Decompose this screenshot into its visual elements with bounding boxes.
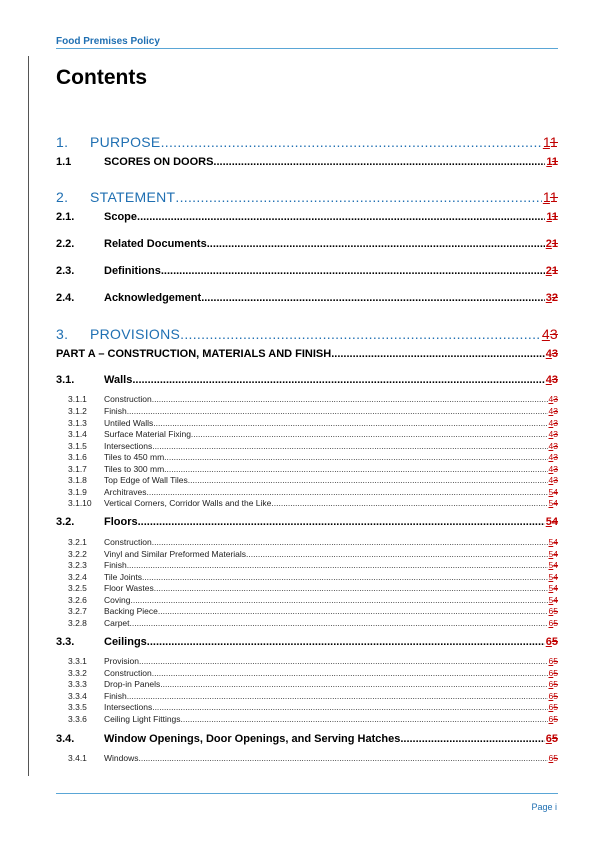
toc-page-number	[548, 549, 558, 559]
toc-entry-number: 1.1	[56, 156, 72, 168]
toc-entry-label: Carpet	[104, 618, 130, 628]
dot-leader	[331, 348, 545, 360]
dot-leader	[153, 418, 547, 428]
toc-entry-label: Vinyl and Similar Preformed Materials	[104, 549, 247, 559]
toc-entry-number: 3.2.	[56, 516, 75, 528]
inserted-page-number: 4	[548, 418, 554, 428]
deleted-page-number: 4	[551, 516, 558, 528]
toc-page-number	[545, 348, 558, 360]
running-header: Food Premises Policy	[56, 36, 160, 47]
deleted-page-number: 5	[553, 656, 558, 666]
inserted-page-number: 5	[548, 572, 554, 582]
inserted-page-number: 5	[548, 549, 554, 559]
toc-entry-number: 3.1.2	[68, 406, 87, 416]
deleted-page-number: 5	[551, 733, 558, 745]
toc-entry-number: 2.3.	[56, 265, 75, 277]
toc-page-number	[548, 656, 558, 666]
inserted-page-number: 3	[545, 292, 552, 304]
deleted-page-number: 3	[553, 429, 558, 439]
inserted-page-number: 4	[541, 326, 550, 342]
toc-page-number	[548, 406, 558, 416]
deleted-page-number: 3	[551, 374, 558, 386]
dot-leader	[213, 156, 545, 168]
inserted-page-number: 5	[548, 560, 554, 570]
dot-leader	[164, 464, 547, 474]
toc-entry-number: 3.3.2	[68, 668, 87, 678]
toc-entry-number: 2.4.	[56, 292, 75, 304]
inserted-page-number: 4	[548, 394, 554, 404]
dot-leader	[139, 656, 548, 666]
toc-entry-label: Drop-in Panels	[104, 679, 161, 689]
toc-entry[interactable]	[56, 374, 558, 386]
toc-entry[interactable]	[56, 702, 558, 712]
toc-page-number	[548, 753, 558, 763]
inserted-page-number: 4	[548, 406, 554, 416]
toc-entry-label: Architraves	[104, 487, 147, 497]
deleted-page-number: 3	[553, 418, 558, 428]
deleted-page-number: 5	[553, 679, 558, 689]
deleted-page-number: 5	[553, 606, 558, 616]
inserted-page-number: 4	[545, 348, 552, 360]
inserted-page-number: 4	[548, 429, 554, 439]
toc-entry-label: Coving	[104, 595, 131, 605]
toc-entry-label: Ceilings	[104, 636, 147, 648]
toc-entry-label: Vertical Corners, Corridor Walls and the Like	[104, 498, 272, 508]
deleted-page-number: 5	[553, 753, 558, 763]
dot-leader	[152, 537, 548, 547]
toc-entry-number: 3.1.3	[68, 418, 87, 428]
toc-entry-label: Floor Wastes	[104, 583, 154, 593]
toc-entry[interactable]	[56, 292, 558, 304]
toc-entry-number: 3.4.	[56, 733, 75, 745]
toc-page-number	[548, 606, 558, 616]
inserted-page-number: 5	[548, 537, 554, 547]
deleted-page-number: 5	[551, 636, 558, 648]
toc-page-number	[548, 429, 558, 439]
toc-page-number	[548, 394, 558, 404]
contents-title: Contents	[56, 66, 147, 89]
toc-entry-number: 1.	[56, 134, 69, 150]
toc-page-number	[548, 618, 558, 628]
dot-leader	[152, 668, 548, 678]
deleted-page-number: 4	[553, 498, 558, 508]
inserted-page-number: 5	[548, 487, 554, 497]
dot-leader	[127, 691, 548, 701]
toc-entry-label: Top Edge of Wall Tiles	[104, 475, 188, 485]
toc-page-number	[548, 487, 558, 497]
toc-entry[interactable]	[56, 636, 558, 648]
toc-page-number	[542, 189, 558, 205]
toc-entry-number: 3.1.6	[68, 452, 87, 462]
inserted-page-number: 5	[548, 595, 554, 605]
toc-entry-number: 3.1.4	[68, 429, 87, 439]
toc-page-number	[548, 668, 558, 678]
toc-entry[interactable]	[56, 156, 558, 168]
dot-leader	[188, 475, 548, 485]
deleted-page-number: 3	[553, 441, 558, 451]
toc-entry-number: 3.1.10	[68, 498, 92, 508]
deleted-page-number: 1	[551, 265, 558, 277]
toc-page-number	[545, 374, 558, 386]
change-bar	[28, 56, 29, 776]
toc-page-number	[548, 475, 558, 485]
toc-entry[interactable]	[56, 516, 558, 528]
inserted-page-number: 6	[548, 702, 554, 712]
header-rule	[56, 48, 558, 49]
inserted-page-number: 6	[548, 714, 554, 724]
deleted-page-number: 3	[551, 348, 558, 360]
footer-rule	[56, 793, 558, 794]
dot-leader	[400, 733, 544, 745]
dot-leader	[158, 606, 548, 616]
toc-page-number	[545, 238, 558, 250]
toc-entry-number: 2.2.	[56, 238, 75, 250]
toc-page-number	[548, 498, 558, 508]
toc-entry[interactable]	[56, 441, 558, 451]
toc-entry-number: 3.3.	[56, 636, 75, 648]
toc-page-number	[548, 679, 558, 689]
toc-entry-number: 3.3.6	[68, 714, 87, 724]
inserted-page-number: 2	[545, 238, 552, 250]
deleted-page-number: 5	[553, 702, 558, 712]
toc-entry[interactable]	[56, 656, 558, 666]
toc-page-number	[545, 516, 558, 528]
deleted-page-number: 4	[553, 549, 558, 559]
toc-entry[interactable]	[56, 464, 558, 474]
deleted-page-number: 4	[553, 583, 558, 593]
deleted-page-number: 1	[549, 134, 558, 150]
toc-page-number	[548, 452, 558, 462]
dot-leader	[152, 441, 547, 451]
toc-entry[interactable]	[56, 668, 558, 678]
toc-entry-number: 3.3.5	[68, 702, 87, 712]
toc-entry[interactable]	[56, 189, 558, 205]
dot-leader	[127, 406, 548, 416]
toc-entry[interactable]	[56, 238, 558, 250]
toc-entry[interactable]	[56, 537, 558, 547]
toc-entry-label: Finish	[104, 691, 127, 701]
toc-page-number	[545, 265, 558, 277]
dot-leader	[160, 679, 547, 689]
toc-entry-number: 3.2.7	[68, 606, 87, 616]
deleted-page-number: 1	[549, 189, 558, 205]
toc-entry[interactable]	[56, 583, 558, 593]
toc-entry[interactable]	[56, 418, 558, 428]
toc-page-number	[545, 156, 558, 168]
inserted-page-number: 6	[548, 668, 554, 678]
toc-entry[interactable]	[56, 326, 558, 342]
toc-entry-number: 3.1.5	[68, 441, 87, 451]
toc-entry-label: Untiled Walls	[104, 418, 154, 428]
toc-entry-number: 3.2.2	[68, 549, 87, 559]
toc-entry[interactable]	[56, 406, 558, 416]
deleted-page-number: 5	[553, 691, 558, 701]
toc-entry-label: Walls	[104, 374, 133, 386]
toc-entry[interactable]	[56, 733, 558, 745]
inserted-page-number: 1	[546, 211, 552, 223]
dot-leader	[271, 498, 547, 508]
deleted-page-number: 3	[553, 394, 558, 404]
toc-entry[interactable]	[56, 452, 558, 462]
toc-entry[interactable]	[56, 679, 558, 689]
toc-entry[interactable]	[56, 498, 558, 508]
toc-entry-label: PURPOSE	[90, 134, 161, 150]
toc-page-number	[548, 702, 558, 712]
toc-page-number	[548, 464, 558, 474]
toc-page-number	[542, 134, 558, 150]
deleted-page-number: 5	[553, 618, 558, 628]
deleted-page-number: 3	[553, 475, 558, 485]
toc-entry[interactable]	[56, 691, 558, 701]
toc-entry-label: Window Openings, Door Openings, and Serving Hatches	[104, 733, 401, 745]
inserted-page-number: 4	[548, 452, 554, 462]
toc-page-number	[548, 418, 558, 428]
inserted-page-number: 1	[542, 189, 550, 205]
dot-leader	[138, 753, 547, 763]
toc-entry[interactable]	[56, 134, 558, 150]
dot-leader	[161, 265, 545, 277]
dot-leader	[152, 702, 547, 712]
toc-entry-number: 3.	[56, 326, 69, 342]
toc-entry-label: Floors	[104, 516, 138, 528]
toc-entry-label: PART A – CONSTRUCTION, MATERIALS AND FINISH	[56, 348, 332, 360]
toc-entry[interactable]	[56, 429, 558, 439]
toc-entry-number: 3.2.8	[68, 618, 87, 628]
toc-entry-number: 2.1.	[56, 211, 75, 223]
toc-entry-label: Tiles to 450 mm	[104, 452, 165, 462]
inserted-page-number: 1	[542, 134, 550, 150]
page-number: Page i	[531, 802, 557, 812]
toc-entry-number: 3.2.1	[68, 537, 87, 547]
dot-leader	[164, 452, 547, 462]
dot-leader	[147, 636, 545, 648]
dot-leader	[138, 516, 545, 528]
toc-entry-number: 3.1.	[56, 374, 75, 386]
toc-entry-label: Surface Material Fixing	[104, 429, 191, 439]
dot-leader	[142, 572, 548, 582]
toc-entry[interactable]	[56, 753, 558, 763]
dot-leader	[154, 583, 548, 593]
deleted-page-number: 4	[553, 595, 558, 605]
dot-leader	[147, 487, 548, 497]
dot-leader	[191, 429, 548, 439]
dot-leader	[175, 189, 541, 205]
toc-page-number	[548, 572, 558, 582]
toc-entry[interactable]	[56, 475, 558, 485]
toc-entry-number: 3.4.1	[68, 753, 87, 763]
toc-entry[interactable]	[56, 560, 558, 570]
dot-leader	[161, 134, 542, 150]
toc-page-number	[548, 691, 558, 701]
toc-entry-label: PROVISIONS	[90, 326, 181, 342]
toc-entry-number: 3.2.6	[68, 595, 87, 605]
deleted-page-number: 3	[549, 326, 558, 342]
toc-entry-label: Backing Piece	[104, 606, 158, 616]
deleted-page-number: 4	[553, 487, 558, 497]
toc-entry[interactable]	[56, 348, 558, 360]
toc-entry-label: Scope	[104, 211, 138, 223]
toc-entry-number: 3.3.3	[68, 679, 87, 689]
dot-leader	[130, 618, 548, 628]
toc-entry-label: Acknowledgement	[104, 292, 202, 304]
dot-leader	[246, 549, 547, 559]
inserted-page-number: 6	[548, 606, 554, 616]
inserted-page-number: 6	[548, 618, 554, 628]
inserted-page-number: 6	[545, 733, 552, 745]
toc-entry-number: 3.3.1	[68, 656, 87, 666]
toc-entry-label: Provision	[104, 656, 139, 666]
toc-entry[interactable]	[56, 487, 558, 497]
dot-leader	[130, 595, 547, 605]
toc-entry-label: Windows	[104, 753, 139, 763]
deleted-page-number: 4	[553, 560, 558, 570]
inserted-page-number: 6	[545, 636, 552, 648]
toc-page-number	[548, 595, 558, 605]
inserted-page-number: 5	[545, 516, 552, 528]
inserted-page-number: 6	[548, 753, 554, 763]
toc-entry-label: Finish	[104, 406, 127, 416]
deleted-page-number: 4	[553, 537, 558, 547]
toc-entry-label: Related Documents	[104, 238, 207, 250]
toc-page-number	[548, 560, 558, 570]
inserted-page-number: 6	[548, 656, 554, 666]
dot-leader	[181, 714, 548, 724]
toc-entry[interactable]	[56, 265, 558, 277]
toc-entry[interactable]	[56, 394, 558, 404]
toc-page-number	[548, 537, 558, 547]
toc-entry-label: SCORES ON DOORS	[104, 156, 214, 168]
toc-entry-label: Ceiling Light Fittings	[104, 714, 181, 724]
toc-entry[interactable]	[56, 606, 558, 616]
inserted-page-number: 5	[548, 498, 554, 508]
dot-leader	[180, 326, 541, 342]
deleted-page-number: 1	[551, 156, 558, 168]
toc-entry-number: 3.2.5	[68, 583, 87, 593]
toc-entry-label: Intersections	[104, 441, 153, 451]
toc-entry-number: 3.1.9	[68, 487, 87, 497]
toc-entry-label: Tiles to 300 mm	[104, 464, 165, 474]
deleted-page-number: 2	[551, 292, 558, 304]
toc-entry[interactable]	[56, 595, 558, 605]
deleted-page-number: 3	[553, 452, 558, 462]
deleted-page-number: 1	[551, 211, 558, 223]
inserted-page-number: 2	[545, 265, 552, 277]
toc-page-number	[545, 292, 558, 304]
toc-entry-label: Finish	[104, 560, 127, 570]
inserted-page-number: 1	[546, 156, 552, 168]
deleted-page-number: 3	[553, 464, 558, 474]
deleted-page-number: 1	[551, 238, 558, 250]
inserted-page-number: 4	[548, 441, 554, 451]
toc-entry-number: 3.1.7	[68, 464, 87, 474]
inserted-page-number: 4	[545, 374, 552, 386]
dot-leader	[201, 292, 545, 304]
toc-page-number	[545, 636, 558, 648]
dot-leader	[127, 560, 548, 570]
dot-leader	[137, 211, 545, 223]
toc-page-number	[548, 441, 558, 451]
toc-entry[interactable]	[56, 618, 558, 628]
deleted-page-number: 5	[553, 668, 558, 678]
toc-page-number	[545, 733, 558, 745]
toc-entry[interactable]	[56, 572, 558, 582]
toc-entry-number: 3.3.4	[68, 691, 87, 701]
toc-entry-number: 3.2.4	[68, 572, 87, 582]
inserted-page-number: 5	[548, 583, 554, 593]
toc-entry-label: Intersections	[104, 702, 153, 712]
toc-entry-number: 2.	[56, 189, 69, 205]
inserted-page-number: 6	[548, 679, 554, 689]
toc-page-number	[548, 714, 558, 724]
dot-leader	[207, 238, 545, 250]
toc-page-number	[541, 326, 558, 342]
dot-leader	[152, 394, 548, 404]
toc-page-number	[548, 583, 558, 593]
toc-entry-label: Tile Joints	[104, 572, 142, 582]
inserted-page-number: 4	[548, 464, 554, 474]
toc-entry-label: Construction	[104, 394, 152, 404]
toc-entry[interactable]	[56, 211, 558, 223]
deleted-page-number: 5	[553, 714, 558, 724]
toc-entry-number: 3.1.8	[68, 475, 87, 485]
toc-entry[interactable]	[56, 714, 558, 724]
toc-entry-label: Construction	[104, 537, 152, 547]
dot-leader	[132, 374, 544, 386]
toc-entry-label: STATEMENT	[90, 189, 176, 205]
toc-entry-label: Construction	[104, 668, 152, 678]
inserted-page-number: 6	[548, 691, 554, 701]
deleted-page-number: 4	[553, 572, 558, 582]
deleted-page-number: 3	[553, 406, 558, 416]
inserted-page-number: 4	[548, 475, 554, 485]
toc-entry-number: 3.2.3	[68, 560, 87, 570]
toc-page-number	[545, 211, 558, 223]
toc-entry[interactable]	[56, 549, 558, 559]
toc-entry-number: 3.1.1	[68, 394, 87, 404]
toc-entry-label: Definitions	[104, 265, 161, 277]
